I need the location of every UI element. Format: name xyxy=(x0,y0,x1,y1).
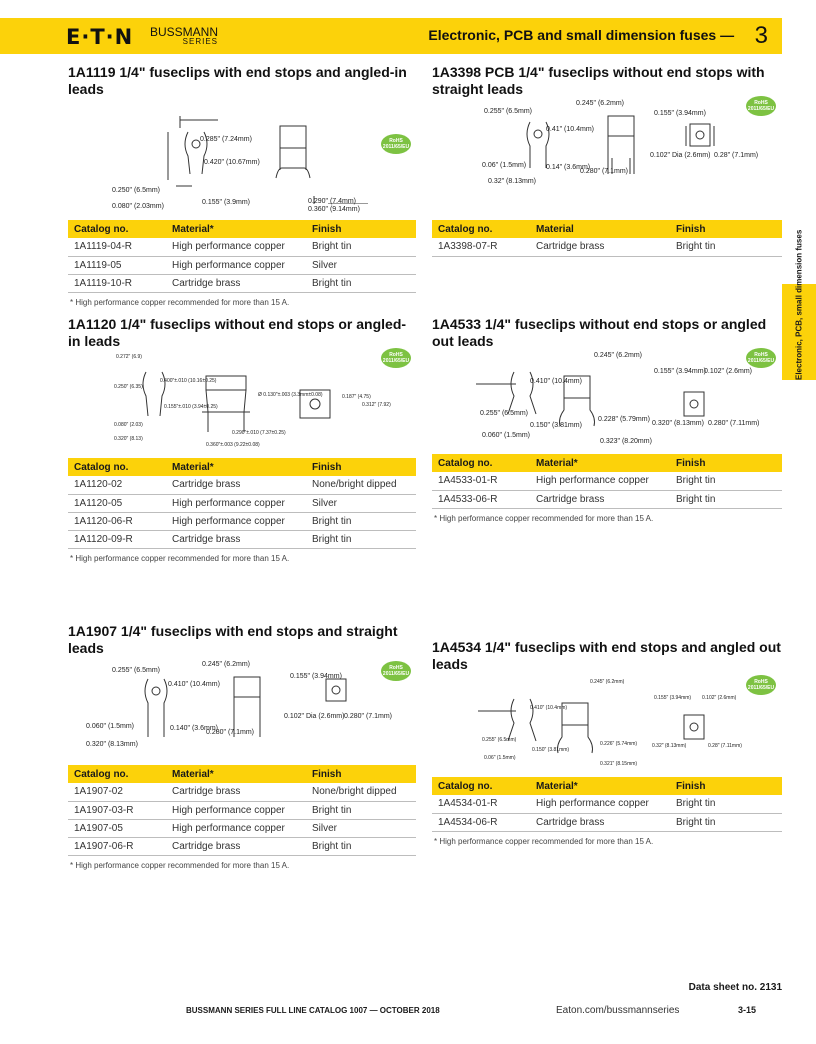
table-header-row xyxy=(432,220,782,238)
dimension-label: 0.410" (10.4mm) xyxy=(168,681,220,688)
dimension-label: 0.312" (7.92) xyxy=(362,402,391,408)
table-header-row xyxy=(68,458,416,476)
column-header: Catalog no. xyxy=(68,765,166,783)
finish-cell: Bright tin xyxy=(306,801,416,819)
dimension-label: 0.28" (7.1mm) xyxy=(714,152,759,159)
table-row xyxy=(68,530,416,548)
rohs-badge: RoHS 2011/65/EU xyxy=(746,675,776,695)
material-cell: High performance copper xyxy=(166,256,306,274)
finish-cell: None/bright dipped xyxy=(306,783,416,801)
dimension-label: 0.420" (10.67mm) xyxy=(204,159,260,166)
catalog-table xyxy=(68,458,416,549)
table-row xyxy=(432,472,782,490)
table-row xyxy=(432,238,782,256)
column-header: Finish xyxy=(306,765,416,783)
dimension-label: 0.155"±.010 (3.94±0.25) xyxy=(164,404,218,410)
finish-cell: Silver xyxy=(306,256,416,274)
column-header: Catalog no. xyxy=(432,454,530,472)
column-header: Material* xyxy=(166,765,306,783)
side-tab xyxy=(782,229,816,380)
catalog-table xyxy=(68,220,416,293)
footnote: * High performance copper recommended for more than 15 A. xyxy=(70,297,290,307)
product-title: 1A4534 1/4" fuseclips with end stops and angled out leads xyxy=(432,639,781,672)
table-row xyxy=(68,512,416,530)
catalog-cell: 1A1120-09-R xyxy=(68,530,166,548)
dimension-label: 0.245" (6.2mm) xyxy=(594,352,643,359)
catalog-table xyxy=(432,454,782,509)
dimension-label: 0.272" (6.9) xyxy=(116,354,142,360)
finish-cell: Bright tin xyxy=(306,837,416,855)
column-header: Catalog no. xyxy=(432,777,530,795)
catalog-cell: 1A1907-03-R xyxy=(68,801,166,819)
page-header xyxy=(0,18,782,54)
dimension-label: 0.321" (8.15mm) xyxy=(600,761,638,767)
table-row xyxy=(68,238,416,256)
product-diagram xyxy=(432,350,782,454)
dimension-label: 0.255" (6.5mm) xyxy=(112,667,161,674)
table-row xyxy=(68,783,416,801)
footnote: * High performance copper recommended for more than 15 A. xyxy=(70,860,290,870)
dimension-label: 0.250" (6.35) xyxy=(114,384,143,390)
column-header: Finish xyxy=(670,220,782,238)
material-cell: High performance copper xyxy=(530,472,670,490)
dimension-label: 0.280" (7.1mm) xyxy=(344,713,393,720)
product-diagram xyxy=(68,657,416,765)
dimension-label: 0.285" (7.24mm) xyxy=(200,136,252,143)
finish-cell: Bright tin xyxy=(670,238,782,256)
catalog-cell: 1A3398-07-R xyxy=(432,238,530,256)
dimension-label: 0.080" (2.03) xyxy=(114,422,143,428)
catalog-cell: 1A4534-01-R xyxy=(432,795,530,813)
dimension-label: 0.410" (10.4mm) xyxy=(530,378,582,385)
dimension-label: 0.290"±.010 (7.37±0.25) xyxy=(232,430,286,436)
dimension-label: 0.06" (1.5mm) xyxy=(482,162,527,169)
section-title-text: Electronic, PCB and small dimension fuses — xyxy=(428,27,735,43)
column-header: Finish xyxy=(306,458,416,476)
dimension-label: 0.245" (6.2mm) xyxy=(576,100,625,107)
rohs-badge: RoHS 2011/65/EU xyxy=(381,134,411,154)
finish-cell: Bright tin xyxy=(670,795,782,813)
dimension-label: 0.06" (1.5mm) xyxy=(484,755,516,761)
finish-cell: Bright tin xyxy=(306,512,416,530)
section-number: 3 xyxy=(754,22,768,49)
section-title xyxy=(428,27,752,43)
finish-cell: Bright tin xyxy=(306,530,416,548)
catalog-table xyxy=(68,765,416,856)
dimension-label: 0.320" (8.13mm) xyxy=(86,741,138,748)
brand-series: SERIES xyxy=(182,37,219,46)
datasheet-number: Data sheet no. 2131 xyxy=(688,982,782,993)
material-cell: Cartridge brass xyxy=(166,476,306,494)
product-title: 1A1119 1/4" fuseclips with end stops and angled-in leads xyxy=(68,64,407,97)
material-cell: Cartridge brass xyxy=(530,490,670,508)
dimension-label: 0.255" (6.5mm) xyxy=(484,108,533,115)
table-row xyxy=(68,819,416,837)
side-tab-label: Electronic, PCB, small dimension fuses xyxy=(794,229,804,380)
product-title: 1A1907 1/4" fuseclips with end stops and straight leads xyxy=(68,623,398,656)
column-header: Material* xyxy=(166,458,306,476)
material-cell: Cartridge brass xyxy=(166,783,306,801)
footer-catalog: BUSSMANN SERIES FULL LINE CATALOG 1007 — OCTOBER 2018 xyxy=(186,1006,440,1015)
product-diagram xyxy=(432,673,782,777)
catalog-cell: 1A4533-06-R xyxy=(432,490,530,508)
dimension-label: 0.155" (3.94mm) xyxy=(654,368,706,375)
rohs-badge: RoHS 2011/65/EU xyxy=(746,348,776,368)
table-row xyxy=(68,837,416,855)
finish-cell: Bright tin xyxy=(306,238,416,256)
material-cell: Cartridge brass xyxy=(166,837,306,855)
dimension-label: 0.245" (6.2mm) xyxy=(202,661,251,668)
footnote: * High performance copper recommended for more than 15 A. xyxy=(434,513,654,523)
product-diagram xyxy=(68,350,416,450)
dimension-label: 0.32" (8.13mm) xyxy=(488,178,537,185)
table-row xyxy=(68,256,416,274)
product-1a1119 xyxy=(68,64,416,307)
table-row xyxy=(432,813,782,831)
dimension-label: 0.320" (8.13) xyxy=(114,436,143,442)
dimension-label: 0.102" Dia (2.6mm) xyxy=(284,713,345,720)
column-header: Material* xyxy=(530,454,670,472)
dimension-label: 0.080" (2.03mm) xyxy=(112,203,164,210)
dimension-label: 0.255" (6.5mm) xyxy=(482,737,517,743)
material-cell: High performance copper xyxy=(530,795,670,813)
dimension-label: 0.155" (3.94mm) xyxy=(290,673,342,680)
dimension-label: 0.102" (2.6mm) xyxy=(702,695,737,701)
dimension-label: 0.102" (2.6mm) xyxy=(704,368,753,375)
column-header: Finish xyxy=(670,454,782,472)
product-1a1120 xyxy=(68,316,416,563)
product-1a1907 xyxy=(68,623,416,870)
column-header: Finish xyxy=(670,777,782,795)
table-row xyxy=(432,490,782,508)
material-cell: Cartridge brass xyxy=(530,238,670,256)
table-header-row xyxy=(432,454,782,472)
material-cell: High performance copper xyxy=(166,238,306,256)
finish-cell: Bright tin xyxy=(670,813,782,831)
table-header-row xyxy=(432,777,782,795)
dimension-label: 0.280" (7.1mm) xyxy=(206,729,255,736)
table-row xyxy=(68,494,416,512)
catalog-cell: 1A1119-04-R xyxy=(68,238,166,256)
dimension-label: 0.250" (6.5mm) xyxy=(112,187,161,194)
table-header-row xyxy=(68,765,416,783)
dimension-label: 0.102" Dia (2.6mm) xyxy=(650,152,711,159)
catalog-table xyxy=(432,777,782,832)
dimension-label: 0.320" (8.13mm) xyxy=(652,420,704,427)
finish-cell: Bright tin xyxy=(306,274,416,292)
dimension-label: 0.060" (1.5mm) xyxy=(482,432,531,439)
catalog-table xyxy=(432,220,782,257)
catalog-cell: 1A1907-06-R xyxy=(68,837,166,855)
catalog-cell: 1A4533-01-R xyxy=(432,472,530,490)
product-1a4533 xyxy=(432,316,782,523)
product-title: 1A4533 1/4" fuseclips without end stops or angled out leads xyxy=(432,316,767,349)
product-diagram xyxy=(68,98,416,213)
footnote: * High performance copper recommended for more than 15 A. xyxy=(434,836,654,846)
column-header: Material* xyxy=(166,220,306,238)
dimension-label: 0.245" (6.2mm) xyxy=(590,679,625,685)
dimension-label: 0.410" (10.4mm) xyxy=(530,705,568,711)
dimension-label: 0.226" (5.74mm) xyxy=(600,741,638,747)
dimension-label: 0.060" (1.5mm) xyxy=(86,723,135,730)
dimension-label: 0.28" (7.11mm) xyxy=(708,743,742,749)
catalog-cell: 1A1120-05 xyxy=(68,494,166,512)
dimension-label: 0.32" (8.13mm) xyxy=(652,743,687,749)
catalog-cell: 1A4534-06-R xyxy=(432,813,530,831)
column-header: Catalog no. xyxy=(68,458,166,476)
finish-cell: Bright tin xyxy=(670,472,782,490)
column-header: Catalog no. xyxy=(68,220,166,238)
rohs-badge: RoHS 2011/65/EU xyxy=(381,661,411,681)
dimension-label: Ø 0.130"±.003 (3.3mm±0.08) xyxy=(258,392,323,398)
dimension-label: 0.228" (5.79mm) xyxy=(598,416,650,423)
column-header: Material xyxy=(530,220,670,238)
finish-cell: Silver xyxy=(306,819,416,837)
column-header: Catalog no. xyxy=(432,220,530,238)
material-cell: High performance copper xyxy=(166,494,306,512)
catalog-cell: 1A1907-05 xyxy=(68,819,166,837)
footer-url[interactable]: Eaton.com/bussmannseries xyxy=(556,1005,680,1016)
dimension-label: 0.187" (4.75) xyxy=(342,394,371,400)
table-header-row xyxy=(68,220,416,238)
material-cell: Cartridge brass xyxy=(166,530,306,548)
dimension-label: 0.400"±.010 (10.16±0.25) xyxy=(160,378,217,384)
product-1a4534 xyxy=(432,639,782,846)
dimension-label: 0.155" (3.94mm) xyxy=(654,695,692,701)
material-cell: Cartridge brass xyxy=(530,813,670,831)
dimension-label: 0.255" (6.5mm) xyxy=(480,410,529,417)
product-title: 1A3398 PCB 1/4" fuseclips without end stops with straight leads xyxy=(432,64,765,97)
material-cell: High performance copper xyxy=(166,512,306,530)
dimension-label: 0.280" (7.1mm) xyxy=(580,168,629,175)
catalog-cell: 1A1120-06-R xyxy=(68,512,166,530)
dimension-label: 0.14" (3.6mm) xyxy=(546,164,591,171)
catalog-cell: 1A1119-05 xyxy=(68,256,166,274)
dimension-label: 0.150" (3.81mm) xyxy=(530,422,582,429)
dimension-label: 0.155" (3.9mm) xyxy=(202,199,251,206)
product-diagram xyxy=(432,98,782,204)
table-row xyxy=(432,795,782,813)
table-row xyxy=(68,801,416,819)
column-header: Material* xyxy=(530,777,670,795)
finish-cell: Silver xyxy=(306,494,416,512)
table-row xyxy=(68,476,416,494)
dimension-label: 0.280" (7.11mm) xyxy=(708,420,760,427)
material-cell: High performance copper xyxy=(166,801,306,819)
bussmann-brand xyxy=(150,26,218,46)
material-cell: High performance copper xyxy=(166,819,306,837)
column-header: Finish xyxy=(306,220,416,238)
finish-cell: None/bright dipped xyxy=(306,476,416,494)
product-1a3398 xyxy=(432,64,782,257)
table-row xyxy=(68,274,416,292)
dimension-label: 0.360" (9.14mm) xyxy=(308,206,360,213)
eaton-logo: E·T·N xyxy=(66,25,134,49)
footnote: * High performance copper recommended for more than 15 A. xyxy=(70,553,290,563)
catalog-cell: 1A1120-02 xyxy=(68,476,166,494)
catalog-cell: 1A1907-02 xyxy=(68,783,166,801)
dimension-label: 0.323" (8.20mm) xyxy=(600,438,652,445)
material-cell: Cartridge brass xyxy=(166,274,306,292)
dimension-label: 0.140" (3.6mm) xyxy=(170,725,219,732)
product-title: 1A1120 1/4" fuseclips without end stops or angled-in leads xyxy=(68,316,407,349)
page-number: 3-15 xyxy=(738,1005,757,1015)
dimension-label: 0.155" (3.94mm) xyxy=(654,110,706,117)
dimension-label: 0.290" (7.4mm) xyxy=(308,198,357,205)
rohs-badge: RoHS 2011/65/EU xyxy=(381,348,411,368)
catalog-cell: 1A1119-10-R xyxy=(68,274,166,292)
dimension-label: 0.41" (10.4mm) xyxy=(546,126,595,133)
rohs-badge: RoHS 2011/65/EU xyxy=(746,96,776,116)
dimension-label: 0.360"±.003 (9.22±0.08) xyxy=(206,442,260,448)
dimension-label: 0.150" (3.81mm) xyxy=(532,747,570,753)
finish-cell: Bright tin xyxy=(670,490,782,508)
brand-name: BUSSMANN xyxy=(150,25,219,39)
